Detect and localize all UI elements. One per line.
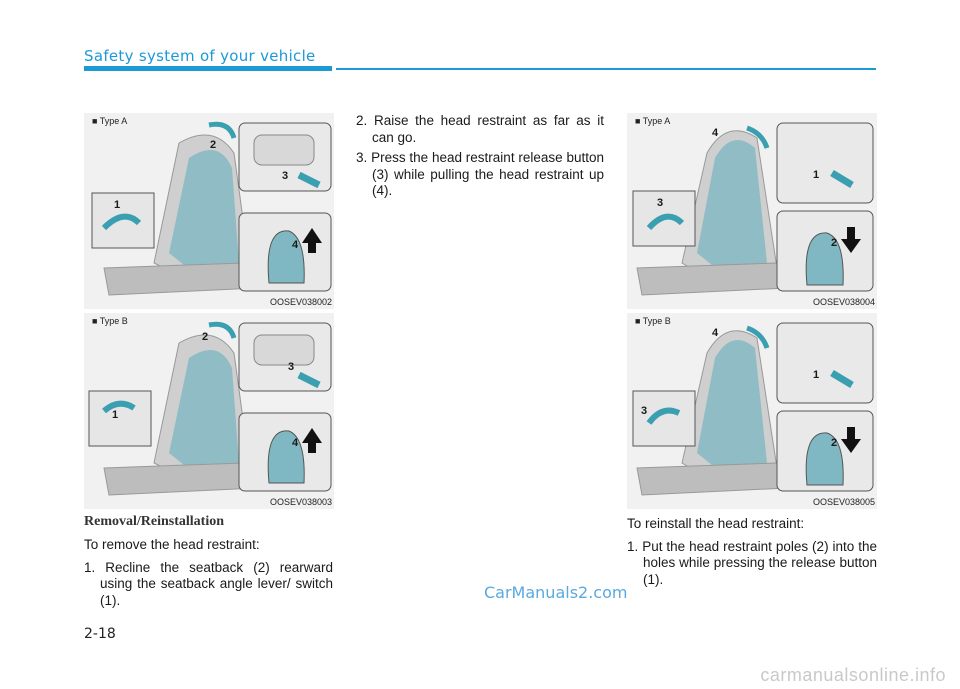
callout-1: 1 — [813, 169, 820, 181]
seat-illustration — [627, 313, 877, 509]
callout-3: 3 — [641, 405, 648, 417]
callout-1: 1 — [114, 199, 121, 211]
watermark-link[interactable]: CarManuals2.com — [484, 583, 628, 602]
removal-step-1: 1. Recline the seatback (2) rearward using the seatback angle lever/ switch (1). — [84, 559, 333, 608]
removal-text-middle — [356, 113, 604, 204]
figure-type-label: ■ Type A — [92, 116, 128, 126]
removal-step-3: 3. Press the head restraint release button (3) while pulling the head restraint up (4). — [356, 150, 604, 198]
figure-removal-type-a — [84, 113, 334, 309]
header-accent-bar — [84, 66, 332, 71]
seat-illustration — [627, 113, 877, 309]
callout-2: 2 — [831, 237, 838, 249]
figure-type-label: ■ Type A — [635, 116, 671, 126]
reinstall-intro: To reinstall the head restraint: — [627, 516, 805, 531]
removal-heading: Removal/Reinstallation — [84, 514, 224, 529]
callout-2: 2 — [831, 437, 838, 449]
section-title: Safety system of your vehicle — [84, 47, 316, 65]
callout-1: 1 — [813, 369, 820, 381]
figure-code: OOSEV038003 — [269, 497, 332, 507]
figure-removal-type-b — [84, 313, 334, 509]
reinstall-step-1: 1. Put the head restraint poles (2) into the holes while pressing the release button (1). — [627, 538, 877, 587]
removal-text-left — [84, 537, 333, 613]
callout-4: 4 — [292, 239, 299, 251]
callout-4: 4 — [712, 327, 719, 339]
seat-illustration — [84, 113, 334, 309]
footer-watermark: carmanualsonline.info — [760, 665, 946, 685]
callout-1: 1 — [112, 409, 119, 421]
callout-3: 3 — [288, 361, 295, 373]
reinstall-text — [627, 516, 877, 592]
callout-2: 2 — [202, 331, 209, 343]
figure-type-label: ■ Type B — [92, 316, 128, 326]
callout-4: 4 — [712, 127, 719, 139]
callout-3: 3 — [282, 170, 289, 182]
figure-reinstall-type-b — [627, 313, 877, 509]
figure-code: OOSEV038002 — [269, 297, 332, 307]
callout-2: 2 — [210, 139, 217, 151]
removal-intro: To remove the head restraint: — [84, 537, 260, 552]
callout-4: 4 — [292, 437, 299, 449]
figure-code: OOSEV038004 — [812, 297, 875, 307]
figure-type-label: ■ Type B — [635, 316, 671, 326]
figure-reinstall-type-a — [627, 113, 877, 309]
seat-illustration — [84, 313, 334, 509]
header-rule — [336, 68, 876, 70]
removal-step-2: 2. Raise the head restraint as far as it can go. — [356, 113, 604, 145]
figure-code: OOSEV038005 — [812, 497, 875, 507]
page-number: 2-18 — [84, 626, 116, 642]
callout-3: 3 — [657, 197, 664, 209]
